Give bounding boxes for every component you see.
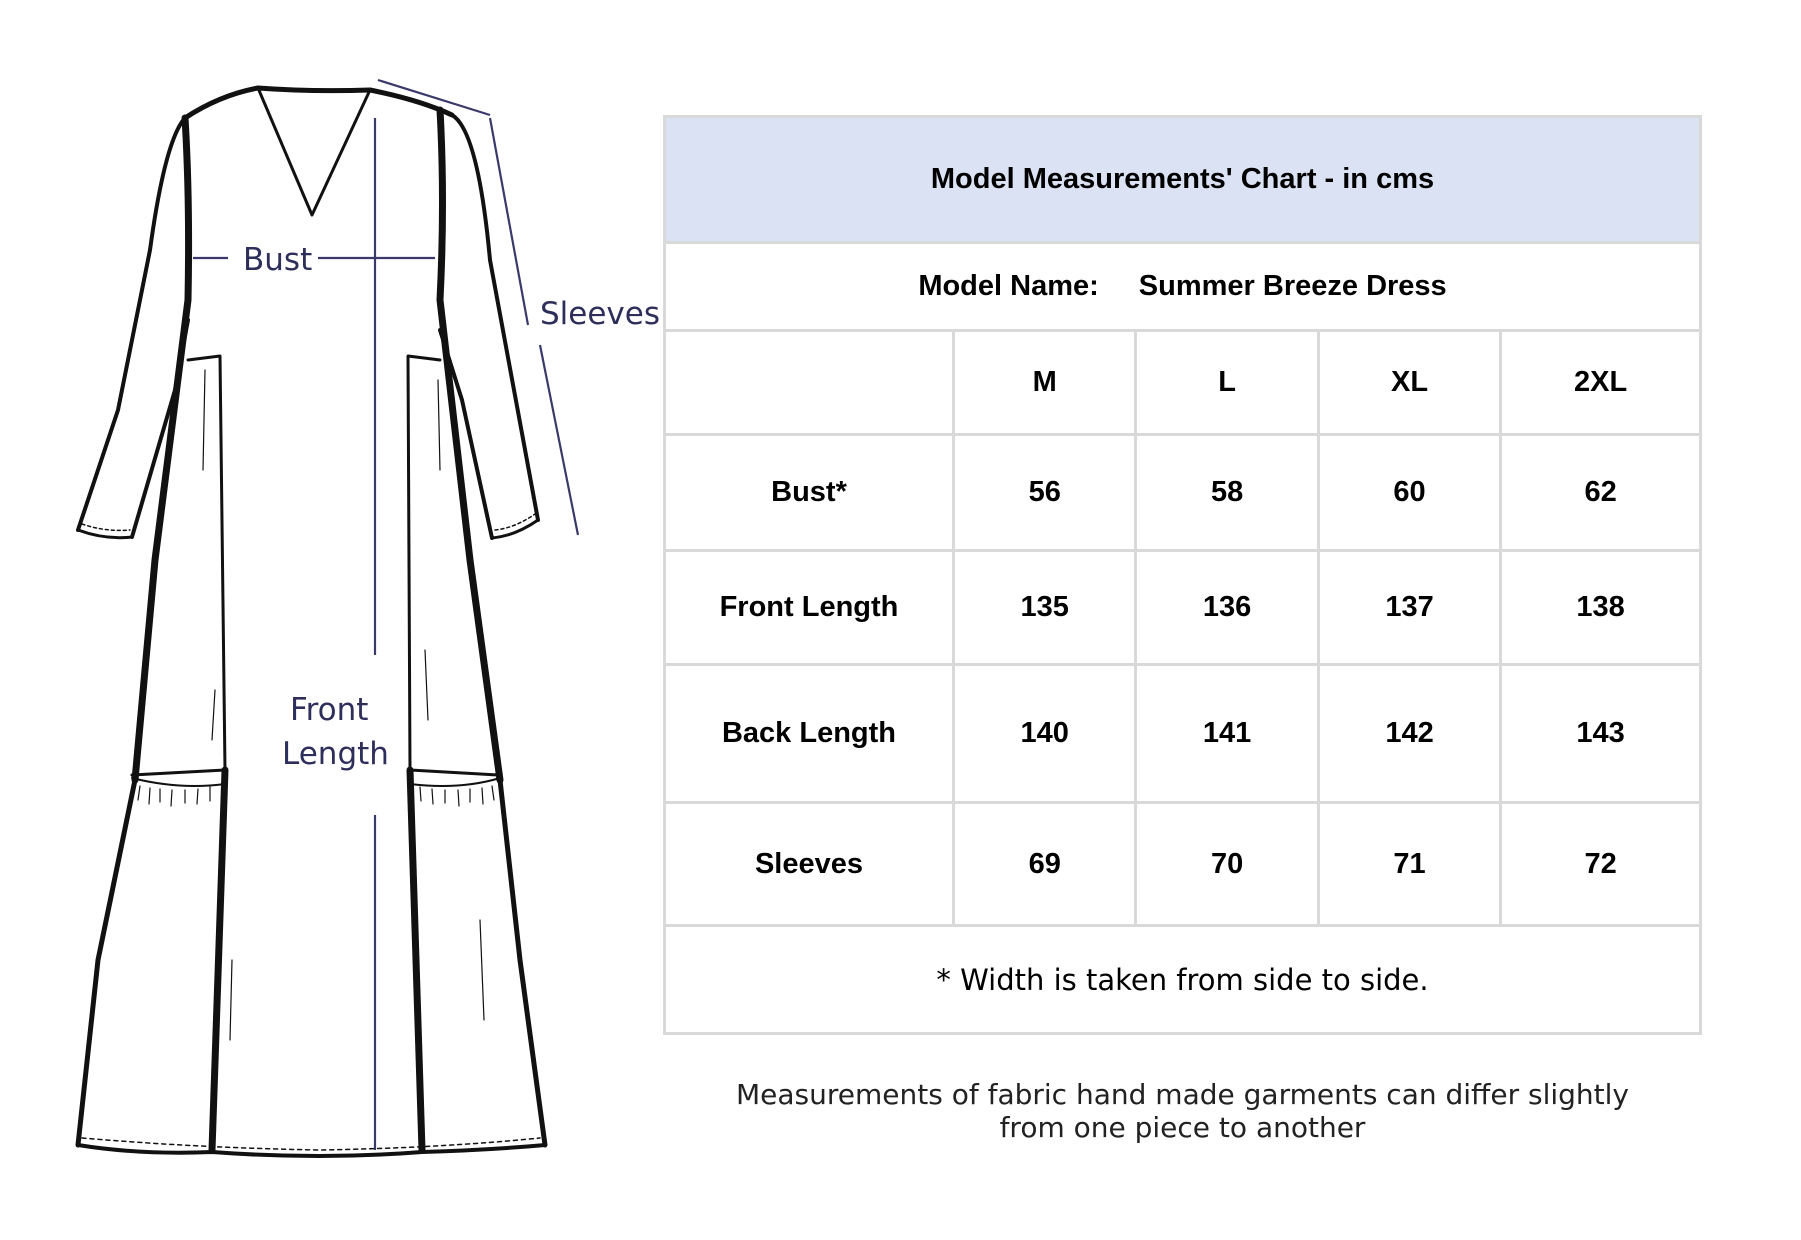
dress-diagram: [0, 0, 700, 1240]
table-cell: 71: [1318, 803, 1500, 926]
disclaimer-line: Measurements of fabric hand made garments can differ slightly: [736, 1078, 1629, 1111]
table-title-row: [665, 117, 1701, 243]
disclaimer-line: from one piece to another: [999, 1111, 1366, 1144]
model-name-row: [665, 243, 1701, 331]
header-corner: [665, 331, 954, 435]
model-name-cell: [665, 243, 1701, 331]
sleeves-label: Sleeves: [540, 296, 661, 332]
size-header: XL: [1318, 331, 1500, 435]
bust-label: Bust: [243, 242, 313, 278]
table-cell: 135: [954, 551, 1136, 665]
table-row: [665, 665, 1701, 803]
size-header: M: [954, 331, 1136, 435]
table-cell: 60: [1318, 435, 1500, 551]
table-cell: 142: [1318, 665, 1500, 803]
table-row: [665, 551, 1701, 665]
measurements-table: [663, 115, 1702, 1035]
table-cell: 58: [1136, 435, 1318, 551]
row-label: Bust*: [665, 435, 954, 551]
size-header-row: [665, 331, 1701, 435]
table-cell: 62: [1501, 435, 1701, 551]
front-length-label-line2: Length: [282, 736, 389, 772]
table-cell: 140: [954, 665, 1136, 803]
measure-lines: [193, 80, 578, 1150]
row-label: Sleeves: [665, 803, 954, 926]
table-cell: 72: [1501, 803, 1701, 926]
table-cell: 136: [1136, 551, 1318, 665]
table-row: [665, 435, 1701, 551]
table-cell: 56: [954, 435, 1136, 551]
table-cell: 143: [1501, 665, 1701, 803]
model-name-label: Model Name:: [918, 270, 1099, 302]
table-cell: 141: [1136, 665, 1318, 803]
table-cell: 137: [1318, 551, 1500, 665]
row-label: Front Length: [665, 551, 954, 665]
footnote-row: [665, 926, 1701, 1034]
table-title: Model Measurements' Chart - in cms: [665, 117, 1701, 243]
table-cell: 138: [1501, 551, 1701, 665]
table-cell: 69: [954, 803, 1136, 926]
model-name-value: Summer Breeze Dress: [1138, 270, 1447, 302]
footnote: * Width is taken from side to side.: [665, 926, 1701, 1034]
table-row: [665, 803, 1701, 926]
front-length-label-line1: Front: [290, 692, 369, 728]
size-header: 2XL: [1501, 331, 1701, 435]
table-cell: 70: [1136, 803, 1318, 926]
row-label: Back Length: [665, 665, 954, 803]
disclaimer: [663, 1078, 1702, 1144]
size-header: L: [1136, 331, 1318, 435]
